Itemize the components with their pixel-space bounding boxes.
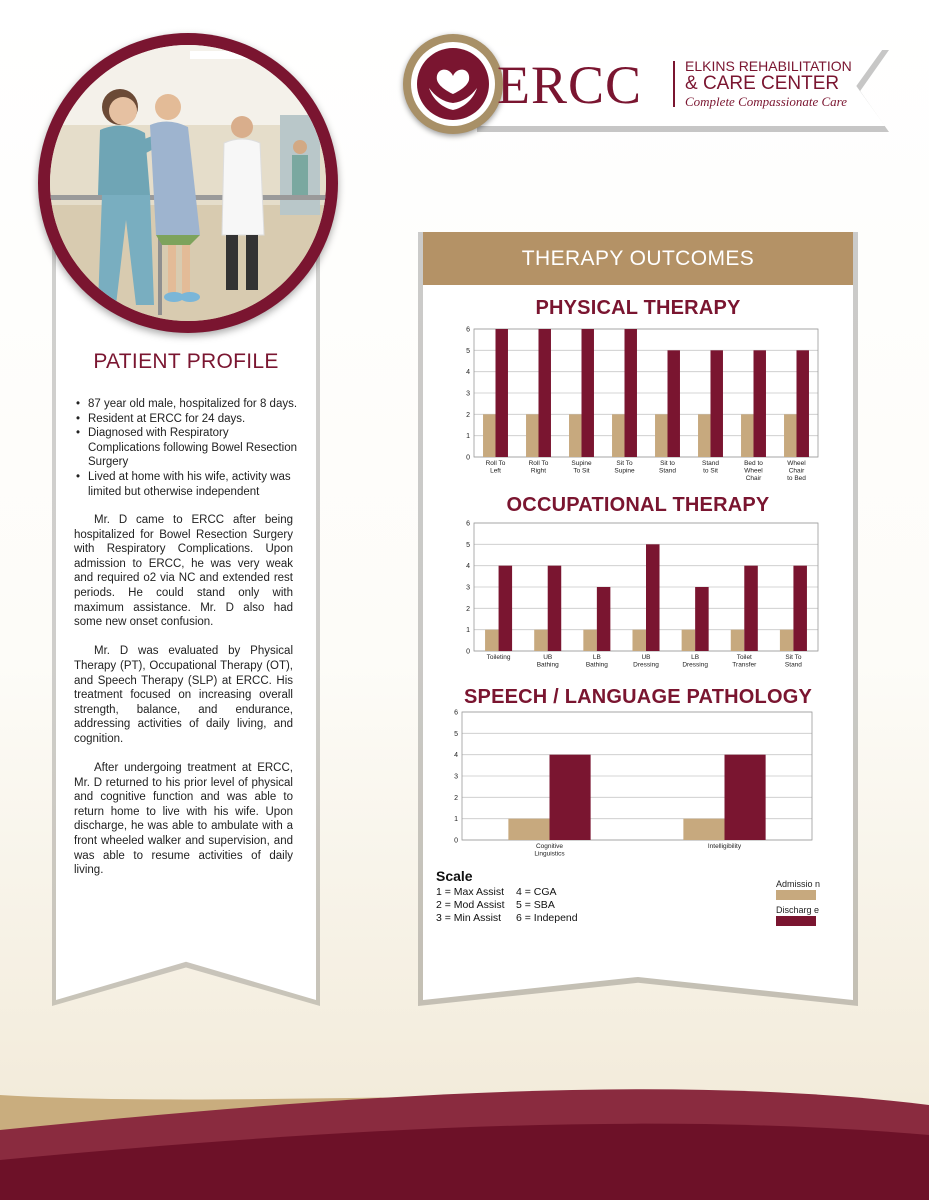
category-label: Toileting: [486, 654, 511, 661]
discharge-bar: [695, 587, 709, 651]
logo-badge-inner: [411, 42, 495, 126]
profile-bullet: • Diagnosed with Respiratory Complications following Bowel Resection Surgery: [74, 426, 304, 470]
logo-wordmark: ERCC: [497, 55, 643, 115]
ercc-logo: [395, 28, 895, 158]
discharge-bar: [625, 329, 637, 457]
category-label: Sit To: [785, 654, 802, 661]
admission-bar: [741, 414, 753, 457]
discharge-bar: [548, 566, 562, 651]
therapy-scene-illustration: [50, 45, 326, 321]
category-label: Bathing: [536, 661, 559, 668]
discharge-bar: [793, 566, 807, 651]
admission-bar: [483, 414, 495, 457]
y-tick-label: 6: [466, 520, 470, 528]
category-label: Wheel: [787, 460, 806, 467]
category-label: Chair: [745, 475, 762, 482]
admission-bar: [569, 414, 581, 457]
profile-paragraph: Mr. D was evaluated by Physical Therapy (PT), Occupational Therapy (OT), and Speech Therapy (SLP) at ERCC. His treatment focused on increasing overall strength, balance, and endurance, addressing activities of daily living, and cognition.: [74, 645, 293, 745]
y-tick-label: 1: [466, 433, 470, 441]
category-label: Stand: [702, 460, 719, 467]
profile-narrative: [74, 513, 293, 892]
discharge-bar: [744, 566, 758, 651]
speech-language-title: SPEECH / LANGUAGE PATHOLOGY: [463, 686, 813, 708]
category-label: LB: [592, 654, 601, 661]
category-label: Bathing: [585, 661, 608, 668]
discharge-bar: [550, 755, 591, 840]
discharge-bar: [711, 350, 723, 457]
y-tick-label: 4: [466, 563, 470, 571]
discharge-bar: [754, 350, 766, 457]
y-tick-label: 1: [454, 816, 458, 824]
category-label: Chair: [788, 467, 805, 475]
legend-discharge-label: Discharg e: [776, 905, 820, 915]
discharge-bar: [582, 329, 594, 457]
category-label: Supine: [571, 460, 592, 467]
logo-name-line1: ELKINS REHABILITATION: [685, 58, 852, 74]
y-tick-label: 4: [466, 369, 470, 377]
admission-bar: [583, 630, 597, 651]
category-label: Sit To: [616, 460, 633, 467]
occupational-therapy-title: OCCUPATIONAL THERAPY: [506, 494, 770, 516]
category-label: Roll To: [528, 460, 549, 467]
bottom-swoosh: [0, 1040, 929, 1200]
y-tick-label: 2: [466, 605, 470, 613]
scale-item: 4 = CGA: [516, 886, 557, 898]
discharge-bar: [668, 350, 680, 457]
scale-item: 1 = Max Assist: [436, 886, 504, 898]
y-tick-label: 0: [466, 454, 470, 462]
category-label: Roll To: [485, 460, 506, 467]
y-tick-label: 0: [466, 648, 470, 656]
discharge-bar: [539, 329, 551, 457]
discharge-bar: [646, 544, 660, 651]
category-label: Bed to: [744, 460, 763, 467]
y-tick-label: 2: [466, 411, 470, 419]
category-label: Cognitive: [535, 843, 564, 850]
admission-bar: [632, 630, 646, 651]
scale-item: 3 = Min Assist: [436, 912, 502, 924]
discharge-bar: [797, 350, 809, 457]
speech-language-chart: [450, 707, 830, 862]
admission-bar: [731, 630, 745, 651]
patient-profile-title: PATIENT PROFILE: [93, 350, 279, 373]
y-tick-label: 2: [454, 794, 458, 802]
category-label: Dressing: [682, 661, 708, 668]
logo-divider: [673, 61, 675, 107]
logo-name-line2: & CARE CENTER: [685, 73, 840, 94]
y-tick-label: 6: [454, 709, 458, 717]
admission-bar: [683, 819, 724, 840]
physical-therapy-chart: [450, 322, 830, 482]
y-tick-label: 4: [454, 752, 458, 760]
discharge-bar: [725, 755, 766, 840]
profile-bullet: • Resident at ERCC for 24 days.: [74, 412, 304, 427]
category-label: UB: [543, 654, 553, 661]
scale-item: 6 = Independ: [516, 912, 578, 924]
y-tick-label: 6: [466, 326, 470, 334]
category-label: Supine: [614, 467, 635, 475]
scale-item: 5 = SBA: [516, 899, 555, 911]
occupational-therapy-chart: [450, 518, 830, 668]
y-tick-label: 3: [454, 773, 458, 781]
category-label: Sit to: [660, 460, 675, 467]
category-label: Intelligibility: [707, 843, 742, 850]
profile-bullet-list: [74, 397, 304, 499]
category-label: UB: [641, 654, 651, 661]
y-tick-label: 0: [454, 837, 458, 845]
heart-hands-icon: [411, 42, 495, 126]
therapy-outcomes-header: THERAPY OUTCOMES: [423, 232, 853, 285]
category-label: Linguistics: [534, 850, 565, 858]
discharge-bar: [496, 329, 508, 457]
y-tick-label: 5: [466, 541, 470, 549]
category-label: Toilet: [736, 654, 752, 661]
discharge-bar: [499, 566, 513, 651]
admission-bar: [780, 630, 794, 651]
y-tick-label: 1: [466, 627, 470, 635]
profile-paragraph: After undergoing treatment at ERCC, Mr. D returned to his prior level of physical and cognitive function and was able to return home to live with his wife. Upon discharge, he was able to ambulate with a front wheeled walker and supervision, and was able to resume activities of daily living.: [74, 762, 293, 877]
category-label: LB: [691, 654, 700, 661]
category-label: Wheel: [744, 467, 763, 475]
legend-admission-label: Admissio n: [776, 879, 821, 889]
category-label: Stand: [784, 661, 802, 668]
y-tick-label: 5: [466, 347, 470, 355]
admission-bar: [534, 630, 548, 651]
scale-title: Scale: [436, 868, 473, 884]
admission-bar: [682, 630, 696, 651]
profile-paragraph: Mr. D came to ERCC after being hospitalized for Bowel Resection Surgery with Respiratory Complications. Upon admission to ERCC, he was very weak and required o2 via NC and extended rest periods. He could stand only with maximum assistance. Mr. D also had some new onset confusion.: [74, 514, 293, 629]
scale-item: 2 = Mod Assist: [436, 899, 505, 911]
legend-admission-swatch: [776, 890, 816, 900]
category-label: Stand: [659, 467, 676, 475]
profile-bullet: • 87 year old male, hospitalized for 8 days.: [74, 397, 304, 412]
admission-bar: [526, 414, 538, 457]
physical-therapy-title: PHYSICAL THERAPY: [535, 297, 741, 319]
y-tick-label: 3: [466, 390, 470, 398]
legend-discharge-swatch: [776, 916, 816, 926]
admission-bar: [508, 819, 549, 840]
category-label: Right: [530, 467, 547, 475]
y-tick-label: 3: [466, 584, 470, 592]
admission-bar: [698, 414, 710, 457]
therapy-photo: [50, 45, 326, 321]
category-label: to Sit: [703, 467, 718, 475]
logo-tagline: Complete Compassionate Care: [685, 94, 848, 109]
category-label: Transfer: [732, 661, 757, 668]
admission-bar: [655, 414, 667, 457]
category-label: Left: [490, 467, 501, 475]
admission-bar: [784, 414, 796, 457]
discharge-bar: [597, 587, 611, 651]
category-label: To Sit: [573, 467, 590, 475]
category-label: to Bed: [787, 475, 806, 482]
admission-bar: [612, 414, 624, 457]
category-label: Dressing: [633, 661, 659, 668]
y-tick-label: 5: [454, 730, 458, 738]
admission-bar: [485, 630, 499, 651]
profile-bullet: • Lived at home with his wife, activity was limited but otherwise independent: [74, 470, 304, 499]
